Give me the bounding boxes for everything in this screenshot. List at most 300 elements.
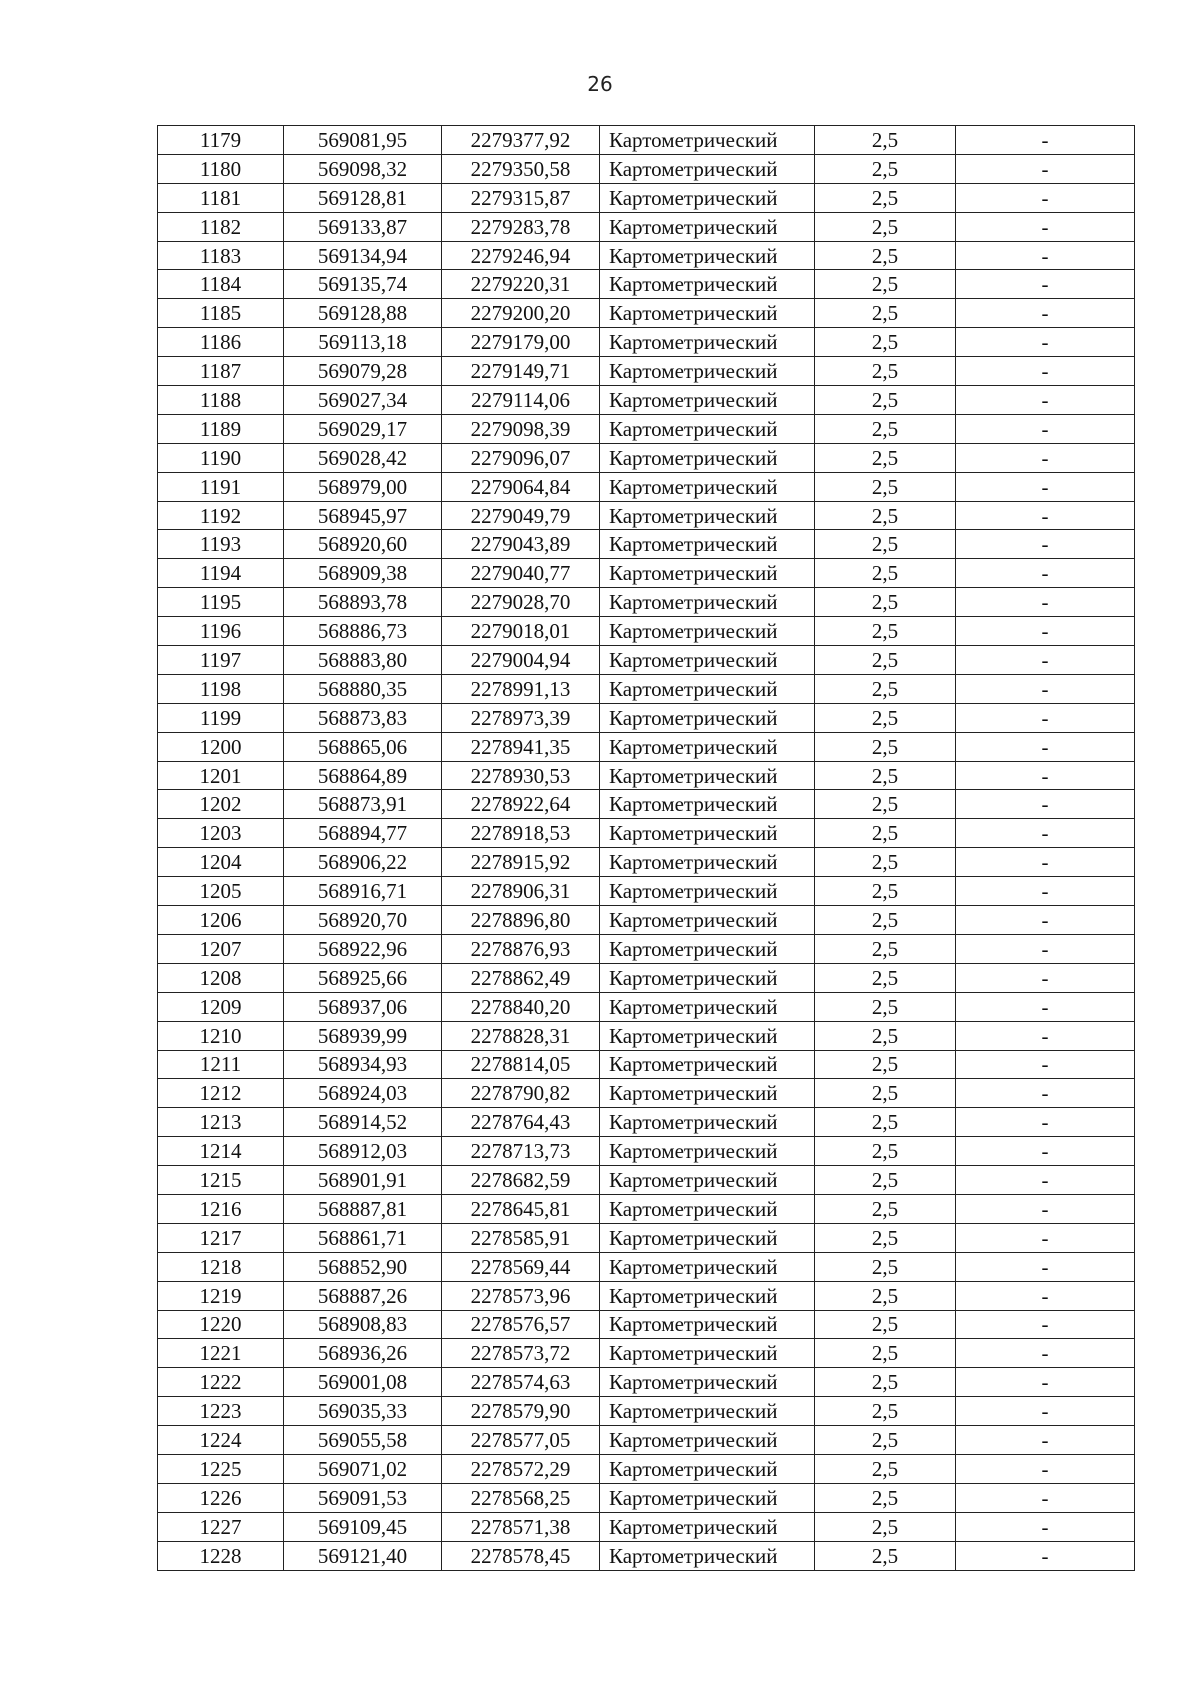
table-row <box>158 559 1135 588</box>
point-number-cell: 1224 <box>158 1426 284 1455</box>
x-coordinate-cell: 569071,02 <box>284 1454 442 1483</box>
method-cell: Картометрический <box>600 1194 815 1223</box>
x-coordinate-cell: 569113,18 <box>284 328 442 357</box>
note-cell: - <box>956 472 1135 501</box>
y-coordinate-cell: 2279049,79 <box>442 501 600 530</box>
accuracy-cell: 2,5 <box>815 588 956 617</box>
y-coordinate-cell: 2278915,92 <box>442 848 600 877</box>
point-number-cell: 1198 <box>158 674 284 703</box>
accuracy-cell: 2,5 <box>815 1194 956 1223</box>
y-coordinate-cell: 2279283,78 <box>442 212 600 241</box>
accuracy-cell: 2,5 <box>815 1426 956 1455</box>
accuracy-cell: 2,5 <box>815 443 956 472</box>
x-coordinate-cell: 568887,81 <box>284 1194 442 1223</box>
accuracy-cell: 2,5 <box>815 790 956 819</box>
table-row <box>158 819 1135 848</box>
method-cell: Картометрический <box>600 126 815 155</box>
x-coordinate-cell: 568887,26 <box>284 1281 442 1310</box>
method-cell: Картометрический <box>600 183 815 212</box>
y-coordinate-cell: 2279018,01 <box>442 617 600 646</box>
point-number-cell: 1185 <box>158 299 284 328</box>
method-cell: Картометрический <box>600 386 815 415</box>
method-cell: Картометрический <box>600 559 815 588</box>
y-coordinate-cell: 2278577,05 <box>442 1426 600 1455</box>
accuracy-cell: 2,5 <box>815 1397 956 1426</box>
note-cell: - <box>956 1137 1135 1166</box>
y-coordinate-cell: 2278573,96 <box>442 1281 600 1310</box>
note-cell: - <box>956 1194 1135 1223</box>
accuracy-cell: 2,5 <box>815 1281 956 1310</box>
point-number-cell: 1197 <box>158 646 284 675</box>
y-coordinate-cell: 2278569,44 <box>442 1252 600 1281</box>
note-cell: - <box>956 1483 1135 1512</box>
method-cell: Картометрический <box>600 1050 815 1079</box>
note-cell: - <box>956 732 1135 761</box>
method-cell: Картометрический <box>600 1541 815 1570</box>
x-coordinate-cell: 569128,81 <box>284 183 442 212</box>
accuracy-cell: 2,5 <box>815 703 956 732</box>
point-number-cell: 1195 <box>158 588 284 617</box>
page-number: 26 <box>587 72 613 96</box>
method-cell: Картометрический <box>600 1021 815 1050</box>
accuracy-cell: 2,5 <box>815 761 956 790</box>
y-coordinate-cell: 2278585,91 <box>442 1223 600 1252</box>
note-cell: - <box>956 299 1135 328</box>
point-number-cell: 1187 <box>158 357 284 386</box>
table-row <box>158 1512 1135 1541</box>
table-row <box>158 761 1135 790</box>
note-cell: - <box>956 501 1135 530</box>
table-row <box>158 674 1135 703</box>
y-coordinate-cell: 2278896,80 <box>442 906 600 935</box>
table-row <box>158 1108 1135 1137</box>
method-cell: Картометрический <box>600 1397 815 1426</box>
x-coordinate-cell: 568916,71 <box>284 877 442 906</box>
x-coordinate-cell: 568914,52 <box>284 1108 442 1137</box>
table-row <box>158 1021 1135 1050</box>
x-coordinate-cell: 568873,83 <box>284 703 442 732</box>
method-cell: Картометрический <box>600 1079 815 1108</box>
note-cell: - <box>956 212 1135 241</box>
table-row <box>158 414 1135 443</box>
table-row <box>158 241 1135 270</box>
point-number-cell: 1203 <box>158 819 284 848</box>
x-coordinate-cell: 568937,06 <box>284 992 442 1021</box>
point-number-cell: 1227 <box>158 1512 284 1541</box>
x-coordinate-cell: 569001,08 <box>284 1368 442 1397</box>
point-number-cell: 1221 <box>158 1339 284 1368</box>
method-cell: Картометрический <box>600 934 815 963</box>
accuracy-cell: 2,5 <box>815 501 956 530</box>
y-coordinate-cell: 2279200,20 <box>442 299 600 328</box>
accuracy-cell: 2,5 <box>815 1541 956 1570</box>
point-number-cell: 1201 <box>158 761 284 790</box>
x-coordinate-cell: 569055,58 <box>284 1426 442 1455</box>
x-coordinate-cell: 569029,17 <box>284 414 442 443</box>
note-cell: - <box>956 1512 1135 1541</box>
x-coordinate-cell: 568883,80 <box>284 646 442 675</box>
method-cell: Картометрический <box>600 992 815 1021</box>
note-cell: - <box>956 443 1135 472</box>
table-row <box>158 530 1135 559</box>
coordinates-table <box>157 125 1135 1571</box>
point-number-cell: 1191 <box>158 472 284 501</box>
method-cell: Картометрический <box>600 703 815 732</box>
table-row <box>158 703 1135 732</box>
x-coordinate-cell: 569079,28 <box>284 357 442 386</box>
y-coordinate-cell: 2278764,43 <box>442 1108 600 1137</box>
table-row <box>158 1541 1135 1570</box>
accuracy-cell: 2,5 <box>815 877 956 906</box>
table-row <box>158 299 1135 328</box>
y-coordinate-cell: 2279149,71 <box>442 357 600 386</box>
point-number-cell: 1186 <box>158 328 284 357</box>
table-row <box>158 1079 1135 1108</box>
y-coordinate-cell: 2278840,20 <box>442 992 600 1021</box>
note-cell: - <box>956 126 1135 155</box>
table-row <box>158 790 1135 819</box>
point-number-cell: 1180 <box>158 154 284 183</box>
accuracy-cell: 2,5 <box>815 1252 956 1281</box>
method-cell: Картометрический <box>600 414 815 443</box>
method-cell: Картометрический <box>600 1281 815 1310</box>
y-coordinate-cell: 2278876,93 <box>442 934 600 963</box>
method-cell: Картометрический <box>600 1137 815 1166</box>
accuracy-cell: 2,5 <box>815 270 956 299</box>
note-cell: - <box>956 848 1135 877</box>
method-cell: Картометрический <box>600 1339 815 1368</box>
method-cell: Картометрический <box>600 443 815 472</box>
method-cell: Картометрический <box>600 761 815 790</box>
method-cell: Картометрический <box>600 1223 815 1252</box>
table-row <box>158 877 1135 906</box>
point-number-cell: 1196 <box>158 617 284 646</box>
accuracy-cell: 2,5 <box>815 1223 956 1252</box>
y-coordinate-cell: 2278574,63 <box>442 1368 600 1397</box>
point-number-cell: 1194 <box>158 559 284 588</box>
note-cell: - <box>956 1339 1135 1368</box>
table-row <box>158 934 1135 963</box>
accuracy-cell: 2,5 <box>815 1368 956 1397</box>
x-coordinate-cell: 568920,70 <box>284 906 442 935</box>
table-row <box>158 270 1135 299</box>
method-cell: Картометрический <box>600 906 815 935</box>
accuracy-cell: 2,5 <box>815 732 956 761</box>
point-number-cell: 1189 <box>158 414 284 443</box>
method-cell: Картометрический <box>600 472 815 501</box>
y-coordinate-cell: 2279179,00 <box>442 328 600 357</box>
method-cell: Картометрический <box>600 501 815 530</box>
method-cell: Картометрический <box>600 1483 815 1512</box>
method-cell: Картометрический <box>600 328 815 357</box>
point-number-cell: 1218 <box>158 1252 284 1281</box>
method-cell: Картометрический <box>600 241 815 270</box>
point-number-cell: 1220 <box>158 1310 284 1339</box>
x-coordinate-cell: 568852,90 <box>284 1252 442 1281</box>
method-cell: Картометрический <box>600 1108 815 1137</box>
method-cell: Картометрический <box>600 819 815 848</box>
table-row <box>158 848 1135 877</box>
point-number-cell: 1212 <box>158 1079 284 1108</box>
x-coordinate-cell: 568906,22 <box>284 848 442 877</box>
accuracy-cell: 2,5 <box>815 646 956 675</box>
x-coordinate-cell: 568901,91 <box>284 1166 442 1195</box>
accuracy-cell: 2,5 <box>815 1021 956 1050</box>
point-number-cell: 1207 <box>158 934 284 963</box>
x-coordinate-cell: 568908,83 <box>284 1310 442 1339</box>
accuracy-cell: 2,5 <box>815 1483 956 1512</box>
method-cell: Картометрический <box>600 1426 815 1455</box>
x-coordinate-cell: 568936,26 <box>284 1339 442 1368</box>
x-coordinate-cell: 568925,66 <box>284 963 442 992</box>
note-cell: - <box>956 328 1135 357</box>
note-cell: - <box>956 1079 1135 1108</box>
point-number-cell: 1192 <box>158 501 284 530</box>
table-row <box>158 1166 1135 1195</box>
table-row <box>158 1252 1135 1281</box>
accuracy-cell: 2,5 <box>815 1050 956 1079</box>
x-coordinate-cell: 568880,35 <box>284 674 442 703</box>
method-cell: Картометрический <box>600 790 815 819</box>
y-coordinate-cell: 2279098,39 <box>442 414 600 443</box>
method-cell: Картометрический <box>600 1512 815 1541</box>
note-cell: - <box>956 1252 1135 1281</box>
note-cell: - <box>956 992 1135 1021</box>
note-cell: - <box>956 559 1135 588</box>
point-number-cell: 1225 <box>158 1454 284 1483</box>
x-coordinate-cell: 569135,74 <box>284 270 442 299</box>
method-cell: Картометрический <box>600 270 815 299</box>
x-coordinate-cell: 568886,73 <box>284 617 442 646</box>
y-coordinate-cell: 2279064,84 <box>442 472 600 501</box>
point-number-cell: 1219 <box>158 1281 284 1310</box>
point-number-cell: 1222 <box>158 1368 284 1397</box>
note-cell: - <box>956 1426 1135 1455</box>
table-row <box>158 501 1135 530</box>
method-cell: Картометрический <box>600 154 815 183</box>
x-coordinate-cell: 568939,99 <box>284 1021 442 1050</box>
y-coordinate-cell: 2279004,94 <box>442 646 600 675</box>
y-coordinate-cell: 2278572,29 <box>442 1454 600 1483</box>
point-number-cell: 1200 <box>158 732 284 761</box>
method-cell: Картометрический <box>600 299 815 328</box>
table-row <box>158 963 1135 992</box>
y-coordinate-cell: 2279350,58 <box>442 154 600 183</box>
point-number-cell: 1205 <box>158 877 284 906</box>
table-row <box>158 1426 1135 1455</box>
x-coordinate-cell: 568864,89 <box>284 761 442 790</box>
method-cell: Картометрический <box>600 1252 815 1281</box>
y-coordinate-cell: 2278713,73 <box>442 1137 600 1166</box>
accuracy-cell: 2,5 <box>815 241 956 270</box>
table-row <box>158 472 1135 501</box>
note-cell: - <box>956 877 1135 906</box>
y-coordinate-cell: 2279377,92 <box>442 126 600 155</box>
table-row <box>158 212 1135 241</box>
method-cell: Картометрический <box>600 1310 815 1339</box>
table-row <box>158 992 1135 1021</box>
point-number-cell: 1188 <box>158 386 284 415</box>
y-coordinate-cell: 2279315,87 <box>442 183 600 212</box>
table-row <box>158 1223 1135 1252</box>
y-coordinate-cell: 2278682,59 <box>442 1166 600 1195</box>
accuracy-cell: 2,5 <box>815 386 956 415</box>
y-coordinate-cell: 2278862,49 <box>442 963 600 992</box>
accuracy-cell: 2,5 <box>815 617 956 646</box>
x-coordinate-cell: 569091,53 <box>284 1483 442 1512</box>
note-cell: - <box>956 1223 1135 1252</box>
table-row <box>158 357 1135 386</box>
accuracy-cell: 2,5 <box>815 183 956 212</box>
y-coordinate-cell: 2279028,70 <box>442 588 600 617</box>
table-row <box>158 906 1135 935</box>
accuracy-cell: 2,5 <box>815 934 956 963</box>
x-coordinate-cell: 569035,33 <box>284 1397 442 1426</box>
method-cell: Картометрический <box>600 588 815 617</box>
note-cell: - <box>956 270 1135 299</box>
point-number-cell: 1228 <box>158 1541 284 1570</box>
table-row <box>158 443 1135 472</box>
coordinates-table-body <box>158 126 1135 1571</box>
method-cell: Картометрический <box>600 732 815 761</box>
accuracy-cell: 2,5 <box>815 299 956 328</box>
x-coordinate-cell: 569121,40 <box>284 1541 442 1570</box>
accuracy-cell: 2,5 <box>815 1166 956 1195</box>
table-row <box>158 588 1135 617</box>
point-number-cell: 1184 <box>158 270 284 299</box>
x-coordinate-cell: 569134,94 <box>284 241 442 270</box>
point-number-cell: 1209 <box>158 992 284 1021</box>
note-cell: - <box>956 1541 1135 1570</box>
accuracy-cell: 2,5 <box>815 1339 956 1368</box>
point-number-cell: 1179 <box>158 126 284 155</box>
y-coordinate-cell: 2278930,53 <box>442 761 600 790</box>
accuracy-cell: 2,5 <box>815 414 956 443</box>
note-cell: - <box>956 790 1135 819</box>
point-number-cell: 1193 <box>158 530 284 559</box>
table-row <box>158 1194 1135 1223</box>
y-coordinate-cell: 2278568,25 <box>442 1483 600 1512</box>
x-coordinate-cell: 568979,00 <box>284 472 442 501</box>
note-cell: - <box>956 588 1135 617</box>
accuracy-cell: 2,5 <box>815 1108 956 1137</box>
table-row <box>158 126 1135 155</box>
method-cell: Картометрический <box>600 963 815 992</box>
table-row <box>158 1483 1135 1512</box>
accuracy-cell: 2,5 <box>815 963 956 992</box>
accuracy-cell: 2,5 <box>815 1454 956 1483</box>
table-row <box>158 154 1135 183</box>
accuracy-cell: 2,5 <box>815 472 956 501</box>
y-coordinate-cell: 2279043,89 <box>442 530 600 559</box>
y-coordinate-cell: 2278578,45 <box>442 1541 600 1570</box>
method-cell: Картометрический <box>600 530 815 559</box>
x-coordinate-cell: 568909,38 <box>284 559 442 588</box>
x-coordinate-cell: 568865,06 <box>284 732 442 761</box>
x-coordinate-cell: 568894,77 <box>284 819 442 848</box>
note-cell: - <box>956 1108 1135 1137</box>
table-row <box>158 328 1135 357</box>
table-row <box>158 646 1135 675</box>
table-row <box>158 1339 1135 1368</box>
point-number-cell: 1223 <box>158 1397 284 1426</box>
note-cell: - <box>956 1281 1135 1310</box>
note-cell: - <box>956 1166 1135 1195</box>
point-number-cell: 1183 <box>158 241 284 270</box>
y-coordinate-cell: 2279220,31 <box>442 270 600 299</box>
y-coordinate-cell: 2278922,64 <box>442 790 600 819</box>
x-coordinate-cell: 568920,60 <box>284 530 442 559</box>
y-coordinate-cell: 2278941,35 <box>442 732 600 761</box>
method-cell: Картометрический <box>600 674 815 703</box>
method-cell: Картометрический <box>600 212 815 241</box>
note-cell: - <box>956 646 1135 675</box>
x-coordinate-cell: 569109,45 <box>284 1512 442 1541</box>
x-coordinate-cell: 568945,97 <box>284 501 442 530</box>
y-coordinate-cell: 2279246,94 <box>442 241 600 270</box>
y-coordinate-cell: 2279096,07 <box>442 443 600 472</box>
accuracy-cell: 2,5 <box>815 1079 956 1108</box>
x-coordinate-cell: 569098,32 <box>284 154 442 183</box>
note-cell: - <box>956 761 1135 790</box>
y-coordinate-cell: 2278828,31 <box>442 1021 600 1050</box>
note-cell: - <box>956 530 1135 559</box>
x-coordinate-cell: 568922,96 <box>284 934 442 963</box>
y-coordinate-cell: 2278991,13 <box>442 674 600 703</box>
method-cell: Картометрический <box>600 617 815 646</box>
accuracy-cell: 2,5 <box>815 357 956 386</box>
note-cell: - <box>956 674 1135 703</box>
accuracy-cell: 2,5 <box>815 126 956 155</box>
method-cell: Картометрический <box>600 357 815 386</box>
note-cell: - <box>956 963 1135 992</box>
point-number-cell: 1211 <box>158 1050 284 1079</box>
table-row <box>158 617 1135 646</box>
note-cell: - <box>956 386 1135 415</box>
table-row <box>158 1050 1135 1079</box>
point-number-cell: 1206 <box>158 906 284 935</box>
note-cell: - <box>956 241 1135 270</box>
x-coordinate-cell: 568912,03 <box>284 1137 442 1166</box>
accuracy-cell: 2,5 <box>815 154 956 183</box>
accuracy-cell: 2,5 <box>815 674 956 703</box>
note-cell: - <box>956 1454 1135 1483</box>
point-number-cell: 1210 <box>158 1021 284 1050</box>
accuracy-cell: 2,5 <box>815 1310 956 1339</box>
table-row <box>158 183 1135 212</box>
accuracy-cell: 2,5 <box>815 1512 956 1541</box>
x-coordinate-cell: 569133,87 <box>284 212 442 241</box>
method-cell: Картометрический <box>600 877 815 906</box>
y-coordinate-cell: 2278576,57 <box>442 1310 600 1339</box>
note-cell: - <box>956 617 1135 646</box>
method-cell: Картометрический <box>600 848 815 877</box>
method-cell: Картометрический <box>600 1368 815 1397</box>
y-coordinate-cell: 2278571,38 <box>442 1512 600 1541</box>
y-coordinate-cell: 2278790,82 <box>442 1079 600 1108</box>
y-coordinate-cell: 2278814,05 <box>442 1050 600 1079</box>
x-coordinate-cell: 569128,88 <box>284 299 442 328</box>
accuracy-cell: 2,5 <box>815 819 956 848</box>
table-row <box>158 1281 1135 1310</box>
accuracy-cell: 2,5 <box>815 906 956 935</box>
point-number-cell: 1217 <box>158 1223 284 1252</box>
note-cell: - <box>956 1021 1135 1050</box>
table-row <box>158 1454 1135 1483</box>
accuracy-cell: 2,5 <box>815 530 956 559</box>
y-coordinate-cell: 2278906,31 <box>442 877 600 906</box>
method-cell: Картометрический <box>600 1166 815 1195</box>
